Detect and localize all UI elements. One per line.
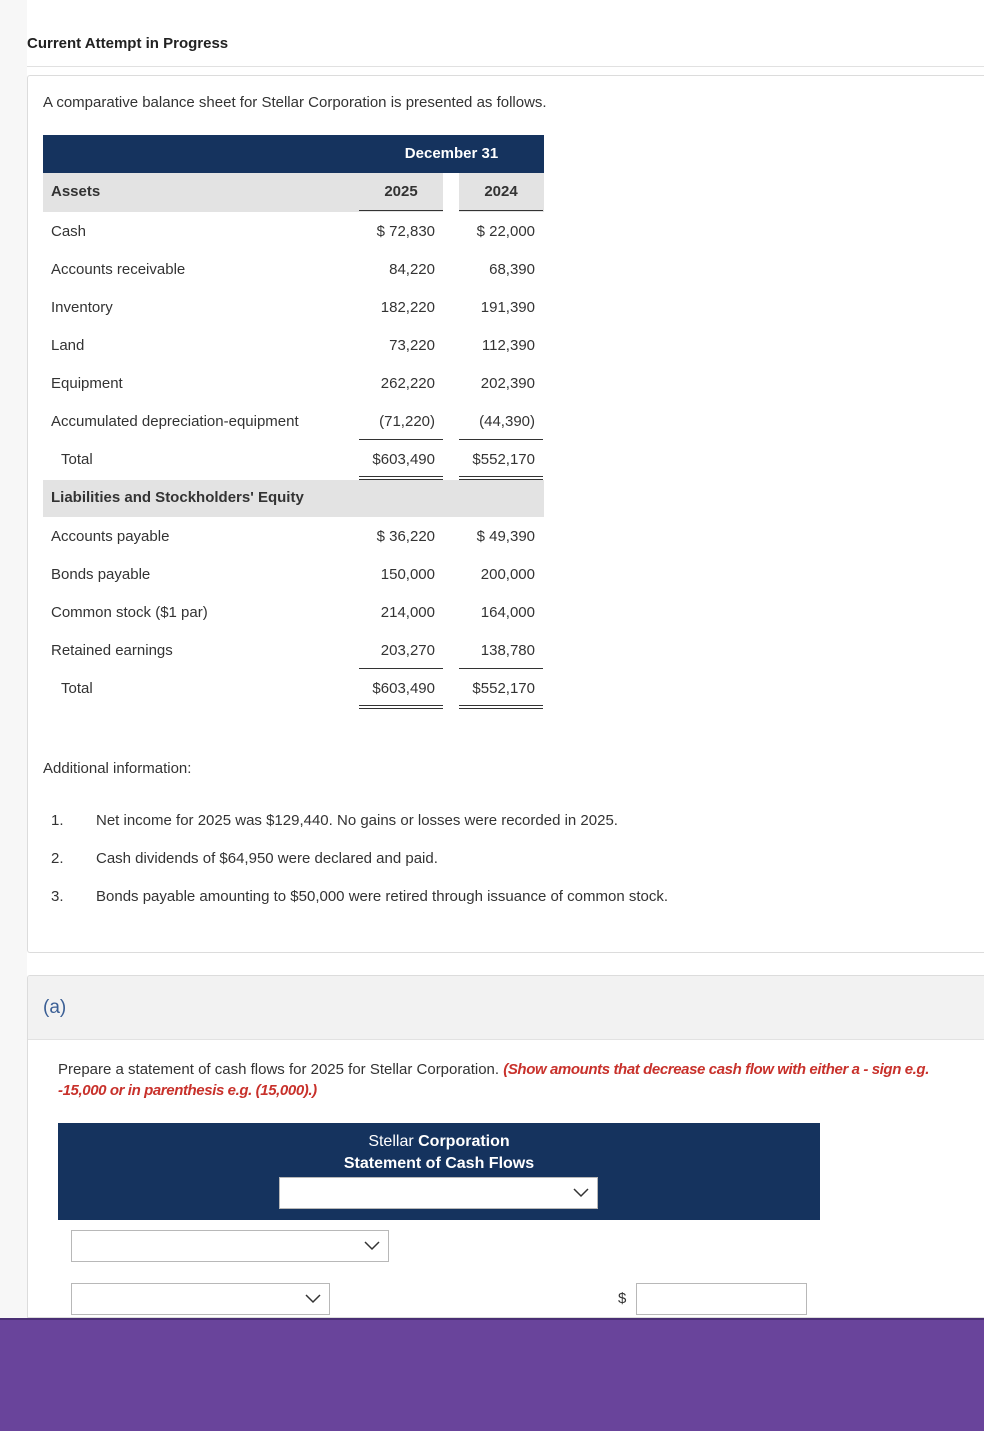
table-row: Common stock ($1 par) 214,000 164,000 <box>51 604 535 621</box>
divider <box>27 66 984 67</box>
statement-line-select[interactable] <box>71 1283 330 1315</box>
header-date: December 31 <box>404 145 499 162</box>
year-2025: 2025 <box>384 183 418 200</box>
company-name: Stellar Corporation <box>368 1133 510 1150</box>
chevron-down-icon <box>305 1292 321 1306</box>
part-a-instructions: Prepare a statement of cash flows for 2025 for Stellar Corporation. (Show amounts that decrease cash flow with either a - sign e.g. -15,000 or in parenthesis e.g. (15,000).) <box>58 1061 929 1099</box>
table-row: Cash $ 72,830 $ 22,000 <box>51 223 535 240</box>
table-row: Accumulated depreciation-equipment (71,220) (44,390) <box>43 402 544 440</box>
liabilities-total-row: Total $603,490 $552,170 <box>43 669 544 709</box>
problem-intro: A comparative balance sheet for Stellar Corporation is presented as follows. <box>43 94 547 111</box>
liabilities-section-header <box>43 480 544 517</box>
part-a-label: (a) <box>43 997 67 1018</box>
liabilities-label: Liabilities and Stockholders' Equity <box>51 489 304 506</box>
table-row: Accounts receivable 84,220 68,390 <box>51 261 535 278</box>
assets-section-header <box>43 173 544 212</box>
assets-label: Assets <box>51 183 101 200</box>
balance-sheet-header <box>43 135 544 173</box>
footer-bar <box>0 1318 984 1431</box>
table-row: Equipment 262,220 202,390 <box>51 375 535 392</box>
table-row: Inventory 182,220 191,390 <box>51 299 535 316</box>
statement-title: Statement of Cash Flows <box>343 1155 535 1172</box>
chevron-down-icon <box>364 1239 380 1253</box>
page-gutter <box>0 0 27 1318</box>
amount-input[interactable] <box>636 1283 807 1315</box>
statement-line-select[interactable] <box>71 1230 389 1262</box>
period-select[interactable] <box>279 1177 598 1209</box>
attempt-title: Current Attempt in Progress <box>27 35 229 52</box>
table-row: Retained earnings 203,270 138,780 <box>43 631 544 669</box>
table-row: Accounts payable $ 36,220 $ 49,390 <box>51 528 535 545</box>
part-a-header <box>28 976 984 1040</box>
chevron-down-icon <box>573 1186 589 1200</box>
instruction-hint: (Show amounts that decrease cash flow with either a - sign e.g. -15,000 or in parenthesis e.g. (15,000).) <box>58 1061 929 1099</box>
table-row: Bonds payable 150,000 200,000 <box>51 566 535 583</box>
assets-total-row: Total $603,490 $552,170 <box>43 440 544 480</box>
currency-symbol: $ <box>618 1290 627 1307</box>
year-2024: 2024 <box>484 183 518 200</box>
balance-sheet-table <box>43 135 544 709</box>
table-row: Land 73,220 112,390 <box>51 337 535 354</box>
additional-info-label: Additional information: <box>43 760 192 777</box>
